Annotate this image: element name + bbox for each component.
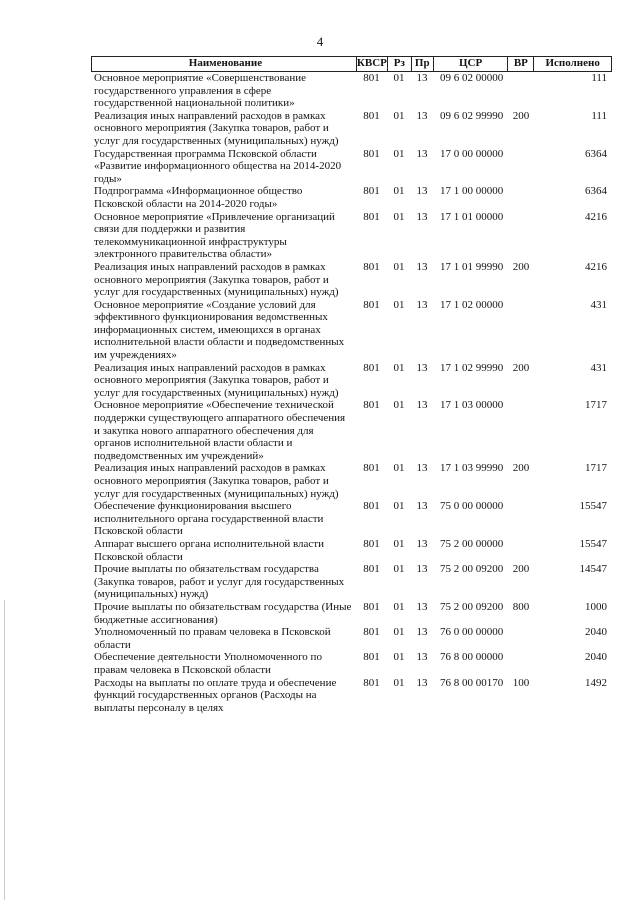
cell-name: Основное мероприятие «Привлечение организаций связи для поддержки и развития телекоммуникационной инфраструктуры электронного правительства области»: [94, 210, 335, 261]
cell-name: Аппарат высшего органа исполнительной власти Псковской области: [94, 537, 324, 563]
table-row: [91, 211, 612, 261]
cell-vr: [508, 211, 534, 261]
table-row: [91, 651, 612, 676]
table-row: [91, 538, 612, 563]
cell-sum: 1000: [585, 600, 607, 613]
cell-name: Обеспечение функционирования высшего исполнительного органа государственной власти Псковской области: [94, 500, 324, 538]
table-row: [91, 110, 612, 148]
table-row: [91, 399, 612, 462]
cell-kvsr: 801: [363, 72, 380, 84]
cell-rz: 01: [393, 109, 405, 122]
cell-rz: 01: [393, 210, 405, 223]
cell-pr: 13: [416, 210, 428, 223]
cell-pr: 13: [416, 399, 428, 412]
cell-name: Основное мероприятие «Совершенствование государственного управления в сфере государственной национальной политики»: [94, 72, 307, 110]
table-row: [91, 500, 612, 538]
cell-pr: 13: [416, 72, 428, 84]
cell-kvsr: 801: [363, 651, 380, 664]
cell-csr: 76 8 00 00000: [440, 651, 504, 664]
cell-rz: 01: [393, 298, 405, 311]
header-name: Наименование: [188, 57, 263, 69]
table-row: [91, 362, 612, 400]
cell-pr: 13: [416, 600, 428, 613]
cell-sum: 6364: [585, 147, 607, 160]
cell-name: Расходы на выплаты по оплате труда и обеспечение функций государственных органов (Расходы на выплаты персоналу в целях: [94, 676, 337, 714]
cell-kvsr: 801: [363, 676, 380, 689]
cell-csr: 17 1 02 00000: [440, 298, 504, 311]
cell-csr: 75 2 00 00000: [440, 537, 504, 550]
cell-vr: [508, 538, 534, 563]
header-csr: ЦСР: [433, 57, 508, 71]
cell-pr: 13: [416, 626, 428, 639]
cell-name: Основное мероприятие «Обеспечение технической поддержки существующего аппаратного обеспечения и закупка нового аппаратного обеспечения для органов исполнительной власти области и подведомственных им учреждений»: [94, 399, 346, 462]
cell-name: Подпрограмма «Информационное общество Псковской области на 2014-2020 годы»: [94, 185, 303, 210]
cell-name: Реализация иных направлений расходов в рамках основного мероприятия (Закупка товаров, работ и услуг для государственных (муниципальных) нужд): [94, 109, 339, 147]
header-sum: Исполнено: [533, 57, 611, 71]
cell-rz: 01: [393, 500, 405, 513]
cell-name: Обеспечение деятельности Уполномоченного по правам человека в Псковской области: [94, 651, 322, 676]
cell-pr: 13: [416, 500, 428, 513]
cell-csr: 09 6 02 99990: [440, 109, 504, 122]
cell-csr: 17 1 03 00000: [440, 399, 504, 412]
cell-name: Реализация иных направлений расходов в рамках основного мероприятия (Закупка товаров, работ и услуг для государственных (муниципальных) нужд): [94, 462, 339, 500]
table-row: [91, 72, 612, 110]
cell-kvsr: 801: [363, 399, 380, 412]
page-number: 4: [316, 34, 324, 49]
cell-pr: 13: [416, 537, 428, 550]
table-row: [91, 462, 612, 500]
cell-sum: 15547: [579, 537, 607, 550]
cell-vr: [508, 185, 534, 210]
cell-csr: 09 6 02 00000: [440, 72, 504, 84]
header-kvsr: КВСР: [356, 57, 387, 69]
cell-name: Прочие выплаты по обязательствам государства (Иные бюджетные ассигнования): [94, 600, 352, 626]
cell-rz: 01: [393, 563, 405, 576]
scan-edge-line: [4, 600, 5, 900]
cell-kvsr: 801: [363, 600, 380, 613]
cell-rz: 01: [393, 260, 405, 273]
table-row: [91, 601, 612, 626]
cell-vr: [508, 500, 534, 538]
cell-rz: 01: [393, 72, 405, 84]
cell-rz: 01: [393, 185, 405, 198]
cell-rz: 01: [393, 626, 405, 639]
cell-rz: 01: [393, 147, 405, 160]
cell-sum: 431: [590, 298, 607, 311]
cell-rz: 01: [393, 651, 405, 664]
cell-name: Государственная программа Псковской области «Развитие информационного общества на 2014-2020 годы»: [94, 147, 342, 185]
cell-vr: 200: [512, 462, 530, 475]
cell-csr: 75 2 00 09200: [440, 563, 504, 576]
cell-csr: 17 1 03 99990: [440, 462, 504, 475]
cell-vr: [508, 72, 534, 110]
table-row: [91, 261, 612, 299]
table-row: [91, 563, 612, 601]
cell-sum: 4216: [585, 260, 607, 273]
cell-rz: 01: [393, 361, 405, 374]
cell-pr: 13: [416, 651, 428, 664]
cell-pr: 13: [416, 298, 428, 311]
cell-pr: 13: [416, 563, 428, 576]
cell-sum: 111: [591, 109, 607, 122]
cell-rz: 01: [393, 399, 405, 412]
cell-kvsr: 801: [363, 147, 380, 160]
cell-name: Реализация иных направлений расходов в рамках основного мероприятия (Закупка товаров, работ и услуг для государственных (муниципальных) нужд): [94, 260, 339, 299]
cell-vr: 200: [512, 260, 530, 273]
cell-sum: 1717: [585, 462, 607, 475]
cell-csr: 76 0 00 00000: [440, 626, 504, 639]
cell-pr: 13: [416, 185, 428, 198]
cell-csr: 17 1 01 99990: [440, 260, 504, 273]
cell-sum: 2040: [585, 626, 607, 639]
cell-name: Реализация иных направлений расходов в рамках основного мероприятия (Закупка товаров, работ и услуг для государственных (муниципальных) нужд): [94, 361, 339, 399]
cell-sum: 111: [591, 72, 607, 84]
cell-pr: 13: [416, 147, 428, 160]
cell-vr: [508, 299, 534, 362]
cell-csr: 76 8 00 00170: [440, 676, 504, 689]
cell-sum: 1717: [585, 399, 607, 412]
cell-csr: 17 1 02 99990: [440, 361, 504, 374]
cell-vr: [508, 626, 534, 651]
cell-vr: 200: [512, 563, 530, 576]
cell-name: Основное мероприятие «Создание условий для эффективного функционирования ведомственных информационных систем, имеющихся в органах исполнительной власти области и подведомственных им учреждениях»: [94, 298, 345, 362]
cell-csr: 75 0 00 00000: [440, 500, 504, 513]
cell-rz: 01: [393, 600, 405, 613]
table-body: [91, 72, 612, 714]
cell-csr: 17 1 00 00000: [440, 185, 504, 198]
cell-vr: 200: [512, 109, 530, 122]
cell-kvsr: 801: [363, 361, 380, 374]
cell-kvsr: 801: [363, 298, 380, 311]
table-row: [91, 148, 612, 186]
cell-rz: 01: [393, 676, 405, 689]
cell-csr: 17 1 01 00000: [440, 210, 504, 223]
cell-pr: 13: [416, 676, 428, 689]
cell-kvsr: 801: [363, 537, 380, 550]
table-header: [91, 56, 612, 72]
cell-vr: 100: [512, 676, 530, 689]
table-row: [91, 185, 612, 210]
cell-vr: 200: [512, 361, 530, 374]
cell-kvsr: 801: [363, 563, 380, 576]
cell-rz: 01: [393, 537, 405, 550]
cell-sum: 14547: [579, 563, 607, 576]
cell-rz: 01: [393, 462, 405, 475]
cell-csr: 17 0 00 00000: [440, 147, 504, 160]
cell-kvsr: 801: [363, 626, 380, 639]
cell-name: Уполномоченный по правам человека в Псковской области: [94, 626, 331, 651]
cell-sum: 6364: [585, 185, 607, 198]
cell-kvsr: 801: [363, 462, 380, 475]
cell-vr: 800: [512, 600, 530, 613]
cell-kvsr: 801: [363, 260, 380, 273]
cell-kvsr: 801: [363, 500, 380, 513]
cell-pr: 13: [416, 462, 428, 475]
budget-table: [91, 56, 612, 714]
header-pr: Пр: [411, 57, 433, 71]
cell-csr: 75 2 00 09200: [440, 600, 504, 613]
cell-vr: [508, 148, 534, 186]
cell-sum: 15547: [579, 500, 607, 513]
cell-name: Прочие выплаты по обязательствам государства (Закупка товаров, работ и услуг для государственных (муниципальных) нужд): [94, 563, 345, 601]
table-row: [91, 677, 612, 715]
cell-kvsr: 801: [363, 210, 380, 223]
cell-sum: 1492: [585, 676, 607, 689]
table-row: [91, 299, 612, 362]
cell-vr: [508, 651, 534, 676]
table-row: [91, 626, 612, 651]
header-rz: Рз: [387, 57, 411, 71]
cell-sum: 4216: [585, 210, 607, 223]
header-vr: ВР: [507, 57, 533, 71]
cell-kvsr: 801: [363, 109, 380, 122]
cell-sum: 2040: [585, 651, 607, 664]
cell-pr: 13: [416, 109, 428, 122]
cell-sum: 431: [590, 361, 607, 374]
cell-vr: [508, 399, 534, 462]
cell-kvsr: 801: [363, 185, 380, 198]
cell-pr: 13: [416, 260, 428, 273]
cell-pr: 13: [416, 361, 428, 374]
